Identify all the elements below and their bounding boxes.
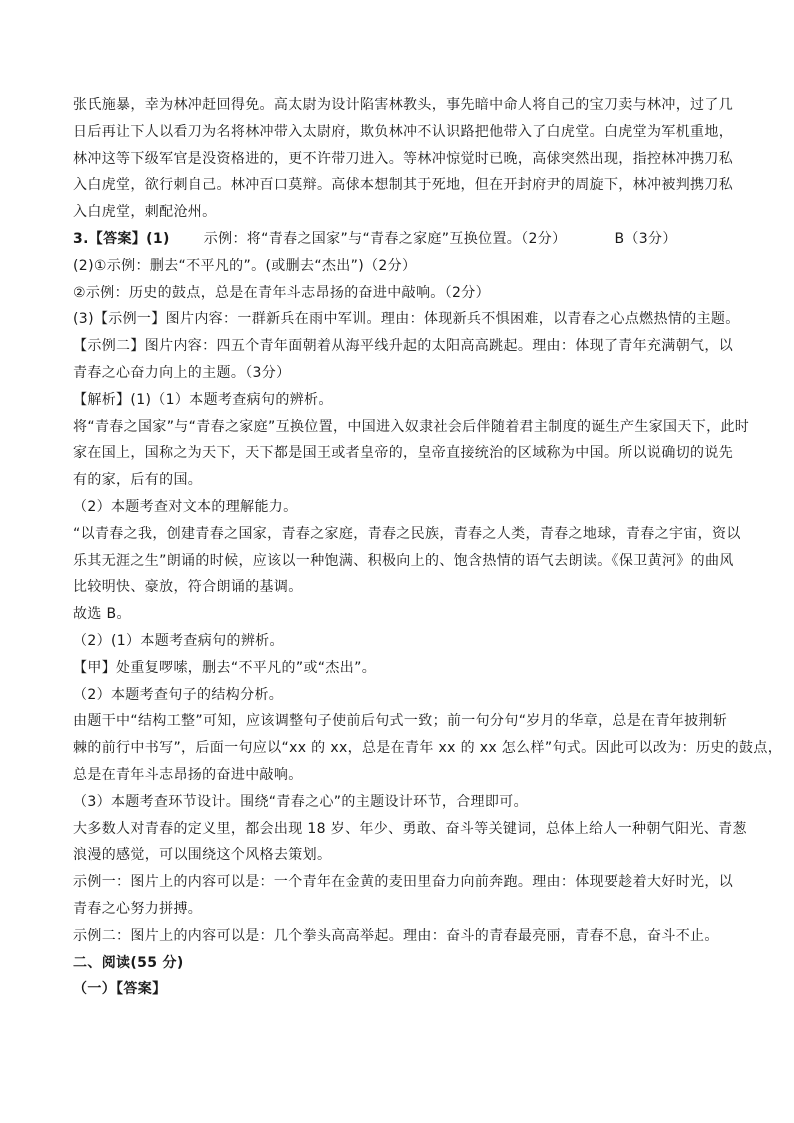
text-line: 大多数人对青春的定义里，都会出现 18 岁、年少、勇敢、奋斗等关键词，总体上给人一种朝气阳光、青葱 xyxy=(73,820,747,837)
text-line: 【示例二】图片内容：四五个青年面朝着从海平线升起的太阳高高跳起。理由：体现了青年充满朝气，以 xyxy=(73,338,734,355)
text-line: （2）本题考查对文本的理解能力。 xyxy=(73,498,298,515)
text-line: 青春之心努力拼搏。 xyxy=(73,900,203,917)
text-line: 乐其无涯之生”朗诵的时候，应该以一种饱满、积极向上的、饱含热情的语气去朗读。《保卫黄河》的曲风 xyxy=(73,552,734,569)
answer-text-block xyxy=(73,92,783,1003)
section-subheading: （一）【答案】 xyxy=(73,981,167,998)
text-line: “以青春之我，创建青春之国家，青春之家庭，青春之民族，青春之人类，青春之地球，青春之宇宙，资以 xyxy=(73,525,741,542)
answer-3-example: 示例：将“青春之国家”与“青春之家庭”互换位置。（2分） xyxy=(203,230,567,247)
text-line: 【甲】处重复啰嗦，删去“不平凡的”或“杰出”。 xyxy=(73,659,377,676)
answer-3-label: 3.【答案】(1) xyxy=(73,230,170,247)
text-line: 比较明快、豪放，符合朗诵的基调。 xyxy=(73,579,303,596)
text-line: 青春之心奋力向上的主题。（3分） xyxy=(73,364,291,381)
answer-3-choice: B（3分） xyxy=(614,230,677,247)
text-line: 【解析】(1)（1）本题考查病句的辨析。 xyxy=(73,391,333,408)
text-line: 入白虎堂，欲行刺自己。林冲百口莫辩。高俅本想制其于死地，但在开封府尹的周旋下，林冲被判携刀私 xyxy=(73,177,734,194)
text-line: 示例一：图片上的内容可以是：一个青年在金黄的麦田里奋力向前奔跑。理由：体现要趁着大好时光，以 xyxy=(73,874,734,891)
text-line: 入白虎堂，刺配沧州。 xyxy=(73,204,217,221)
text-line: 故选 B。 xyxy=(73,606,131,623)
text-line: 林冲这等下级军官是没资格进的，更不许带刀进入。等林冲惊觉时已晚，高俅突然出现，指控林冲携刀私 xyxy=(73,150,734,167)
text-line: 日后再让下人以看刀为名将林冲带入太尉府，欺负林冲不认识路把他带入了白虎堂。白虎堂为军机重地， xyxy=(73,123,734,140)
text-line: （2）本题考查句子的结构分析。 xyxy=(73,686,284,703)
answer-3-line xyxy=(73,226,733,253)
text-line: 总是在青年斗志昂扬的奋进中敲响。 xyxy=(73,766,303,783)
text-line: 将“青春之国家”与“青春之家庭”互换位置，中国进入奴隶社会后伴随着君主制度的诞生产生家国天下，此时 xyxy=(73,418,750,435)
section-heading: 二、阅读(55 分) xyxy=(73,954,184,971)
text-line: 张氏施暴，幸为林冲赶回得免。高太尉为设计陷害林教头，事先暗中命人将自己的宝刀卖与林冲，过了几 xyxy=(73,97,734,113)
text-line: （2）(1）本题考查病句的辨析。 xyxy=(73,632,284,649)
text-line: 家在国上，国称之为天下，天下都是国王或者皇帝的，皇帝直接统治的区域称为中国。所以说确切的说先 xyxy=(73,445,734,462)
text-line: 浪漫的感觉，可以围绕这个风格去策划。 xyxy=(73,847,332,864)
text-line: 棘的前行中书写”，后面一句应以“xx 的 xx，总是在青年 xx 的 xx 怎么样”句式。因此可以改为：历史的鼓点， xyxy=(73,740,783,757)
text-line: （3）本题考查环节设计。围绕“青春之心”的主题设计环节，合理即可。 xyxy=(73,793,528,810)
text-line: 由题干中“结构工整”可知，应该调整句子使前后句式一致；前一句分句“岁月的华章，总是在青年披荆斩 xyxy=(73,713,728,730)
text-line: ②示例：历史的鼓点，总是在青年斗志昂扬的奋进中敲响。（2分） xyxy=(73,284,490,301)
text-line: (2)①示例：删去“不平凡的”。(或删去“杰出”)（2分） xyxy=(73,257,417,274)
text-line: 示例二：图片上的内容可以是：几个拳头高高举起。理由：奋斗的青春最亮丽，青春不息，奋斗不止。 xyxy=(73,927,719,944)
text-line: (3)【示例一】图片内容：一群新兵在雨中军训。理由：体现新兵不惧困难，以青春之心点燃热情的主题。 xyxy=(73,311,740,328)
text-line: 有的家，后有的国。 xyxy=(73,472,203,489)
